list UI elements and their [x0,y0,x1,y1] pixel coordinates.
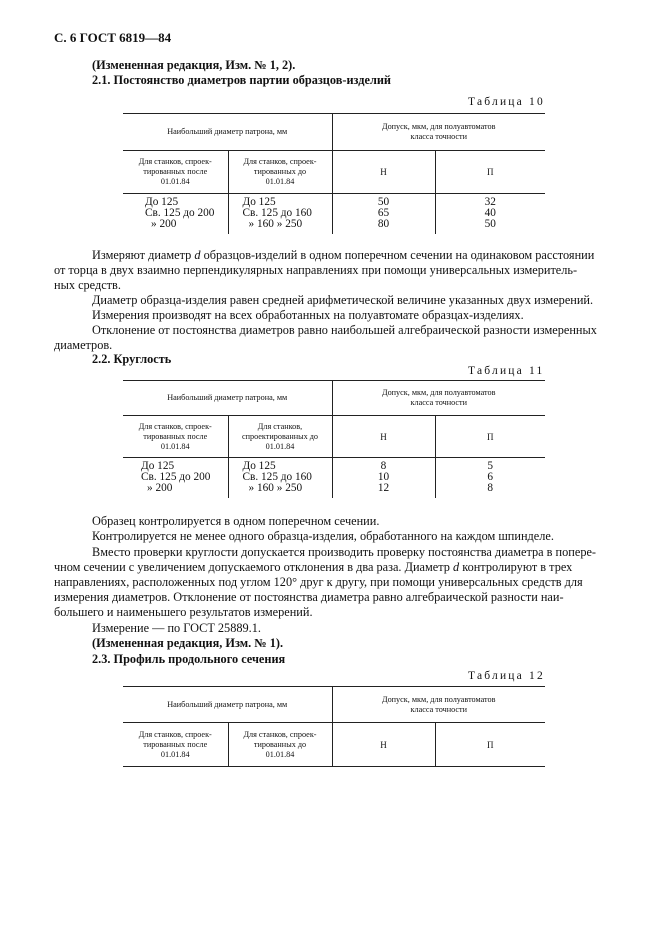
paragraph-deviation-line1: Отклонение от постоянства диаметров равно наибольшей алгебраической разности измеренных [92,323,597,337]
col-after-values: До 125 Св. 125 до 200 » 200 [123,458,228,498]
header-max-diameter: Наибольший диаметр патрона, мм [123,687,332,723]
table-12-caption: Таблица 12 [468,670,545,682]
paragraph-roundness-line4: измерения диаметров. Отклонение от постоянства диаметра равно алгебраической разности наи- [54,590,564,604]
header-class-p: П [487,431,494,442]
header-class-n: Н [332,151,435,194]
paragraph-roundness-line2: чном сечении с увеличением допускаемого отклонения в два раза. Диаметр d контролируют в трех [54,560,573,574]
header-class-n: Н [332,416,435,458]
edit-note-1: (Измененная редакция, Изм. № 1, 2). [92,58,296,72]
table-12 [123,686,545,767]
col-n-values: 8 10 12 [332,458,435,498]
section-2-2-title: 2.2. Круглость [92,352,172,366]
edit-note-2: (Измененная редакция, Изм. № 1). [92,636,284,650]
col-p-values: 5 6 8 [487,460,494,495]
header-class-p: П [487,739,494,750]
table-10 [123,113,545,234]
paragraph-deviation-line2: диаметров. [54,338,113,352]
table-11-caption: Таблица 11 [468,365,545,377]
header-class-n: Н [332,723,435,767]
header-max-diameter: Наибольший диаметр патрона, мм [123,114,332,151]
section-2-1-title: 2.1. Постоянство диаметров партии образцов-изделий [92,73,392,87]
paragraph-one-section: Образец контролируется в одном поперечном сечении. [92,514,380,528]
col-after-values: До 125 Св. 125 до 200 » 200 [123,194,228,234]
paragraph-measure-line3: ных средств. [54,278,121,292]
paragraph-all-samples: Измерения производят на всех обработанных на полуавтомате образцах-изделиях. [92,308,524,322]
paragraph-measure-line2: от торца в двух взаимно перпендикулярных направлениях при помощи универсальных измеритель- [54,263,578,277]
paragraph-measurement-standard: Измерение — по ГОСТ 25889.1. [92,621,261,635]
paragraph-measure-line1: Измеряют диаметр d образцов-изделий в одном поперечном сечении на одинаковом расстоянии [92,248,595,262]
header-tolerance: Допуск, мкм, для полуавтоматов класса точности [382,694,496,714]
paragraph-roundness-line3: направлениях, расположенных под углом 120° друг к другу, при помощи универсальных средств для [54,575,583,589]
header-before-1984: Для станков, спроектированных до 01.01.84 [228,416,332,458]
table-11 [123,380,545,498]
header-class-p: П [487,167,494,177]
table-10-caption: Таблица 10 [468,96,545,108]
col-p-values: 32 40 50 [484,196,496,231]
col-before-values: До 125 Св. 125 до 160 » 160 » 250 [228,458,332,498]
header-after-1984: Для станков, спроек- тированных после 01.01.84 [123,723,228,767]
col-n-values: 50 65 80 [332,194,435,234]
header-max-diameter: Наибольший диаметр патрона, мм [123,381,332,416]
header-before-1984: Для станков, спроек- тированных до 01.01.84 [228,151,332,194]
page-header: С. 6 ГОСТ 6819—84 [54,30,172,45]
header-tolerance: Допуск, мкм, для полуавтоматов класса точности [382,122,496,141]
header-after-1984: Для станков, спроек- тированных после 01.01.84 [123,151,228,194]
header-after-1984: Для станков, спроек- тированных после 01.01.84 [123,416,228,458]
header-before-1984: Для станков, спроек- тированных до 01.01.84 [228,723,332,767]
paragraph-each-spindle: Контролируется не менее одного образца-изделия, обработанного на каждом шпинделе. [92,529,554,543]
section-2-3-title: 2.3. Профиль продольного сечения [92,652,286,666]
paragraph-roundness-line5: большего и наименьшего результатов измерений. [54,605,313,619]
col-before-values: До 125 Св. 125 до 160 » 160 » 250 [228,194,332,234]
paragraph-mean-diameter: Диаметр образца-изделия равен средней арифметической величине указанных двух измерений. [92,293,594,307]
paragraph-roundness-line1: Вместо проверки круглости допускается производить проверку постоянства диаметра в попере- [92,545,597,559]
header-tolerance: Допуск, мкм, для полуавтоматов класса точности [382,388,496,407]
